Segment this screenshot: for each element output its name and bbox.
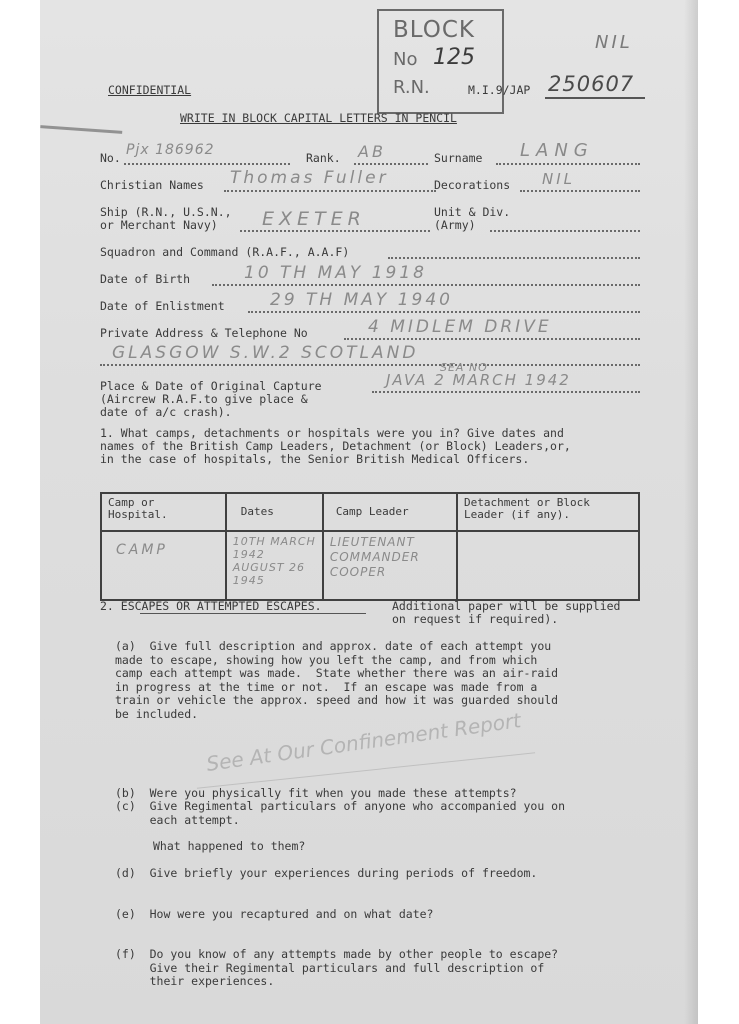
- capture-label-1: Place & Date of Original Capture: [100, 379, 322, 393]
- capture-label-2: (Aircrew R.A.F.to give place &: [100, 392, 308, 406]
- rank-dots: [354, 163, 428, 165]
- table-row: [101, 531, 639, 600]
- address-value-2: GLASGOW S.W.2 SCOTLAND: [112, 343, 419, 363]
- header-block-leader: Detachment or Block Leader (if any).: [457, 493, 639, 531]
- q2-a-answer: See At Our Confinement Report: [204, 708, 523, 776]
- surname-value: LANG: [520, 140, 594, 161]
- capture-dots: [372, 391, 640, 393]
- christian-dots: [224, 190, 436, 192]
- enlistment-value: 29 TH MAY 1940: [270, 290, 453, 310]
- surname-label: Surname: [434, 151, 483, 165]
- address-value-1: 4 MIDLEM DRIVE: [368, 317, 552, 337]
- rank-label: Rank.: [306, 151, 341, 165]
- christian-names-value: Thomas Fuller: [230, 168, 389, 188]
- header-camp-leader: Camp Leader: [323, 493, 457, 531]
- confidential-label: CONFIDENTIAL: [108, 83, 192, 97]
- q2-a-text: (a) Give full description and approx. date of each attempt you made to escape, showing how you left the camp, and from which camp each attempt was made. State whether there was an air-raid in progress at the time or not. If an escape was made from a train or vehicle the approx. speed and how it was guarded should be included.: [115, 639, 559, 721]
- q2-c-text: (c) Give Regimental particulars of anyone who accompanied you on each attempt.: [115, 799, 566, 827]
- q2-e-text: (e) How were you recaptured and on what date?: [115, 907, 434, 921]
- christian-names-label: Christian Names: [100, 178, 204, 192]
- table-header-row: [101, 493, 639, 531]
- squadron-label: Squadron and Command (R.A.F., A.A.F): [100, 245, 350, 259]
- dob-dots: [212, 284, 640, 286]
- header-dates: Dates: [226, 493, 323, 531]
- reference-number: 250607: [548, 72, 635, 96]
- cell-block-leader: [457, 531, 639, 600]
- q1-line2: names of the British Camp Leaders, Detachment (or Block) Leaders,or,: [100, 439, 571, 453]
- ship-label-1: Ship (R.N., U.S.N.,: [100, 205, 232, 219]
- q2-b-text: (b) Were you physically fit when you made these attempts?: [115, 786, 517, 800]
- unit-label-2: (Army): [434, 218, 476, 232]
- instruction-text: WRITE IN BLOCK CAPITAL LETTERS IN PENCIL: [180, 111, 457, 125]
- q2-d-text: (d) Give briefly your experiences during periods of freedom.: [115, 866, 538, 880]
- capture-label-3: date of a/c crash).: [100, 405, 232, 419]
- address-dots-1: [344, 338, 640, 340]
- address-label: Private Address & Telephone No: [100, 326, 308, 340]
- capture-value: JAVA 2 MARCH 1942: [386, 371, 571, 389]
- q2-note-1: Additional paper will be supplied: [392, 599, 621, 613]
- stamp-line2: No: [393, 49, 418, 70]
- squadron-dots: [388, 257, 640, 259]
- camps-table: [100, 492, 640, 601]
- reference-label: M.I.9/JAP: [468, 83, 531, 97]
- cell-dates: 10TH MARCH 1942 AUGUST 26 1945: [226, 531, 323, 600]
- q2-title: 2. ESCAPES OR ATTEMPTED ESCAPES.: [100, 599, 322, 613]
- q1-line3: in the case of hospitals, the Senior British Medical Officers.: [100, 452, 530, 466]
- reference-underline: [545, 97, 645, 99]
- stamp-number: 125: [433, 45, 475, 70]
- cell-camp-leader: LIEUTENANT COMMANDER COOPER: [323, 531, 457, 600]
- rank-value: AB: [358, 142, 386, 161]
- decorations-label: Decorations: [434, 178, 511, 192]
- q2-f-text: (f) Do you know of any attempts made by other people to escape? Give their Regimental particulars and full description of their experiences.: [115, 947, 559, 989]
- nil-note: NIL: [595, 32, 633, 53]
- q2-what-happened: What happened to them?: [153, 839, 306, 853]
- q2-title-underline: [140, 613, 366, 614]
- enlistment-label: Date of Enlistment: [100, 299, 225, 313]
- decorations-value: NIL: [542, 170, 576, 188]
- dob-value: 10 TH MAY 1918: [244, 263, 427, 283]
- unit-label-1: Unit & Div.: [434, 205, 511, 219]
- address-dots-2: [100, 364, 640, 366]
- no-dots: [124, 163, 290, 165]
- dob-label: Date of Birth: [100, 272, 191, 286]
- stamp-line3: R.N.: [393, 77, 430, 98]
- cell-camp: CAMP: [101, 531, 226, 600]
- unit-dots: [490, 230, 640, 232]
- q2-note-2: on request if required).: [392, 612, 559, 626]
- q1-line1: 1. What camps, detachments or hospitals were you in? Give dates and: [100, 426, 564, 440]
- enlistment-dots: [248, 311, 640, 313]
- stamp-line1: BLOCK: [393, 17, 476, 43]
- no-label: No.: [100, 151, 121, 165]
- no-value: Pjx 186962: [126, 142, 215, 158]
- ship-dots: [240, 230, 430, 232]
- decorations-dots: [520, 190, 640, 192]
- surname-dots: [496, 163, 640, 165]
- block-stamp: [377, 9, 504, 114]
- capture-note: SEA NO: [440, 361, 488, 374]
- header-camp: Camp or Hospital.: [101, 493, 226, 531]
- ship-value: EXETER: [262, 208, 366, 230]
- ship-label-2: or Merchant Navy): [100, 218, 218, 232]
